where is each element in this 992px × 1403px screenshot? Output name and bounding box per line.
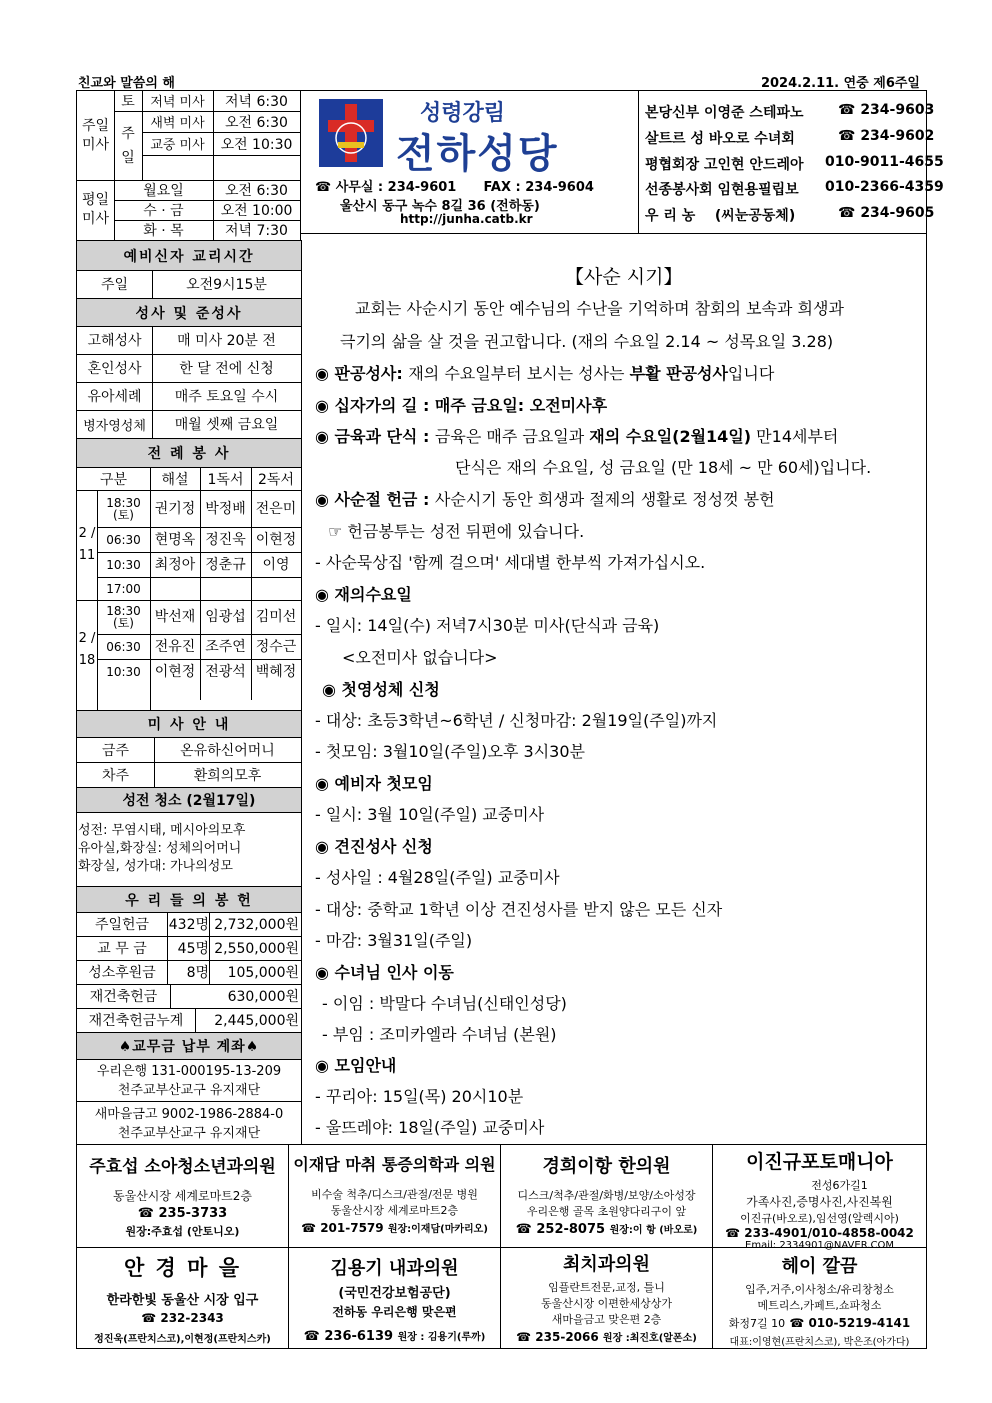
- staff-phone: 010-9011-4655: [825, 154, 944, 170]
- catechumen-date: - 일시: 3월 10일(주일) 교중미사: [315, 805, 545, 824]
- liturgy-minister: 최정아: [154, 556, 196, 573]
- ad-photo-studio: [713, 1147, 926, 1251]
- ad-line: 전성6가길1: [811, 1179, 868, 1192]
- ad-name: 이재담 마취 통증의학과 의원: [293, 1155, 496, 1174]
- ad-line: 비수술 척추/디스크/관절/전문 병원: [311, 1188, 478, 1201]
- liturgy-minister: 정진욱: [205, 531, 246, 548]
- address: 울산시 동구 녹수 8길 36 (전하동): [340, 199, 540, 214]
- ad-line: 메트리스,카페트,쇼파청소: [757, 1299, 882, 1312]
- staff-president: 평협회장 고인현 안드레아: [645, 157, 804, 173]
- ad-phone: ☎ 010-5219-4141: [789, 1316, 911, 1330]
- ultreya-meeting: - 울뜨레야: 18일(주일) 교중미사: [315, 1118, 545, 1137]
- staff-phone: ☎ 234-9603: [838, 102, 935, 118]
- ad-name: 이진규포토매니아: [746, 1151, 893, 1173]
- curia-meeting: - 꾸리아: 15일(목) 20시10분: [315, 1087, 524, 1106]
- ad-line: 원장 : 김용기(루까): [397, 1332, 486, 1343]
- weekday-time: 저녁 7:30: [225, 223, 288, 239]
- ad-line: 새마을금고 맞은편 2층: [551, 1313, 662, 1326]
- label: ◉ 판공성사:: [315, 364, 409, 383]
- ad-internal-medicine: [289, 1254, 500, 1344]
- liturgy-header: 구분: [99, 471, 128, 488]
- text: 재의 수요일부터 보시는 성사는: [408, 364, 630, 383]
- liturgy-minister: 임광섭: [205, 609, 246, 625]
- meditation-line: - 사순묵상집 '함께 걸으며' 세대별 한부씩 가져가십시오.: [315, 553, 706, 572]
- offering-count: 432명: [168, 917, 209, 933]
- ad-name: 안 경 마 을: [123, 1256, 242, 1280]
- text-bold: 재의 수요일(2월14일): [589, 427, 752, 446]
- weekday-name: 월요일: [143, 183, 184, 199]
- ad-pain-clinic: [289, 1152, 500, 1235]
- offering-amount: 630,000원: [227, 989, 299, 1005]
- ad-phone: ☎ 236-6139: [303, 1329, 394, 1344]
- liturgy-minister: 현명옥: [154, 531, 196, 548]
- confirmation-heading: ◉ 견진성사 신청: [315, 837, 433, 856]
- text: 금육은 매주 금요일과: [434, 427, 590, 446]
- sunday-label: 주 일: [121, 126, 135, 166]
- offering-type: 성소후원금: [88, 965, 156, 981]
- text-bold: 부활 판공성사: [629, 364, 728, 383]
- liturgy-time: 06:30: [106, 532, 141, 547]
- liturgy-minister: 정수근: [255, 638, 297, 655]
- liturgy-date-1: 2 / 11: [78, 526, 96, 563]
- intro-line: 극기의 삶을 살 것을 권고합니다. (재의 수요일 2.14 ~ 성목요일 3.28): [340, 332, 834, 351]
- ad-optician: [77, 1252, 288, 1345]
- offering-type: 재건축헌금: [89, 989, 158, 1005]
- sacrament-info: 매 미사 20분 전: [177, 333, 276, 349]
- ad-line: (국민건강보험공단): [338, 1286, 451, 1301]
- weekday-name: 수 · 금: [143, 203, 184, 219]
- ad-email: Email: 2334901@NAVER.COM: [745, 1240, 894, 1251]
- header-right: 2024.2.11. 연중 제6주일: [760, 76, 920, 91]
- liturgy-minister: 백혜정: [255, 663, 297, 680]
- guide-label: 차주: [101, 767, 130, 784]
- offering-type: 재건축헌금누계: [88, 1013, 184, 1029]
- ad-name: 최치과의원: [563, 1254, 650, 1275]
- offering-amount: 2,445,000원: [214, 1013, 299, 1029]
- sister-transfer-heading: ◉ 수녀님 인사 이동: [315, 963, 454, 982]
- ad-line: 이진규(바오로),임선영(알렉시아): [740, 1212, 899, 1225]
- ad-line: 가족사진,증명사진,사진복원: [746, 1195, 893, 1209]
- fasting-line: [315, 424, 838, 447]
- church-logo: [318, 98, 384, 168]
- text: 입니다: [727, 364, 775, 383]
- cleaning-title: 성전 청소 (2월17일): [77, 788, 301, 812]
- ad-cleaning: [713, 1252, 926, 1348]
- envelope-line: ☞ 헌금봉투는 성전 뒤편에 있습니다.: [328, 522, 585, 541]
- sacrament-info: 매주 토요일 수시: [174, 389, 279, 405]
- ad-line: 전하동 우리은행 맞은편: [332, 1305, 457, 1319]
- ad-name: 주효섭 소아청소년과의원: [89, 1157, 276, 1177]
- staff-pastor: 본당신부 이영준 스테파노: [645, 105, 804, 121]
- ad-line: 디스크/척추/관절/화병/보양/소아성장: [517, 1189, 696, 1202]
- text: 만14세부터: [751, 427, 839, 446]
- ad-name: 경희이항 한의원: [542, 1156, 671, 1177]
- liturgy-header: 2독서: [258, 471, 294, 488]
- account-title: ♠교무금 납부 계좌♠: [77, 1033, 301, 1059]
- ad-dental: [501, 1250, 712, 1344]
- ad-line: 임플란트전문,교정, 틀니: [548, 1281, 665, 1294]
- ad-name: 김용기 내과의원: [330, 1258, 459, 1279]
- ad-line: 한라한빛 동울산 시장 입구: [106, 1293, 259, 1308]
- bank-account: 우리은행 131-000195-13-209: [96, 1064, 282, 1079]
- ad-line: 동울산시장 세계로마트2층: [113, 1189, 252, 1203]
- catechism-day: 주일: [100, 277, 129, 293]
- liturgy-time: 10:30: [106, 664, 141, 679]
- liturgy-date-2: 2 / 18: [78, 631, 96, 668]
- weekday-time: 오전 6:30: [225, 183, 288, 199]
- catechism-title: 예비신자 교리시간: [77, 241, 301, 270]
- catechumen-heading: ◉ 예비자 첫모임: [315, 774, 433, 793]
- ad-line: 화정7길 10: [728, 1317, 786, 1330]
- weekday-name: 화 · 목: [143, 223, 184, 239]
- header-left: 친교와 말씀의 해: [78, 76, 175, 91]
- offering-count: 45명: [177, 941, 209, 957]
- communion-heading: ◉ 첫영성체 신청: [322, 680, 440, 699]
- offering-type: 주일헌금: [94, 917, 150, 933]
- ad-line: 동울산시장 세계로마트2층: [330, 1204, 459, 1217]
- liturgy-minister: 김미선: [255, 609, 297, 625]
- staff-phone: ☎ 234-9605: [838, 205, 935, 221]
- ad-line: 원장:이재담(마카리오): [387, 1224, 488, 1235]
- offering-amount: 2,732,000원: [214, 917, 299, 933]
- cleaning-line: 화장실, 성가대: 가나의성모: [78, 859, 233, 874]
- lent-offering-line: [315, 487, 775, 510]
- ad-pediatrics: [77, 1152, 288, 1239]
- liturgy-minister: 이현정: [154, 663, 196, 680]
- staff-funeral: 선종봉사회 임현용필립보: [645, 182, 799, 198]
- liturgy-minister: [200, 577, 251, 600]
- liturgy-minister: 정춘규: [205, 556, 246, 573]
- confirmation-target: - 대상: 중학교 1학년 이상 견진성사를 받지 않은 모든 신자: [315, 900, 723, 919]
- offering-amount: 2,550,000원: [214, 941, 299, 957]
- weekday-time: 오전 10:00: [220, 203, 293, 219]
- ad-phone: ☎ 235-2066: [516, 1330, 599, 1344]
- ad-oriental-clinic: [501, 1152, 712, 1237]
- guide-value: 온유하신어머니: [180, 742, 275, 759]
- stations-line: ◉ 십자가의 길 : 매주 금요일: 오전미사후: [315, 396, 608, 415]
- cleaning-line: 성전: 무염시태, 메시아의모후: [78, 823, 246, 838]
- fasting-line-2: 단식은 재의 수요일, 성 금요일 (만 18세 ~ 만 60세)입니다.: [455, 458, 872, 477]
- liturgy-minister: 이현정: [255, 531, 297, 548]
- mass-time: 오전 6:30: [225, 114, 288, 131]
- sacrament-name: 고해성사: [87, 333, 142, 349]
- cleaning-line: 유아실,화장실: 성체의어머니: [78, 841, 242, 856]
- staff-phone: ☎ 234-9602: [838, 128, 935, 144]
- confirmation-date: - 성사일 : 4월28일(주일) 교중미사: [315, 868, 560, 887]
- mass-name: 교중 미사: [150, 138, 205, 153]
- ad-phone: ☎ 233-4901/010-4858-0042: [725, 1226, 914, 1240]
- bank-owner: 천주교부산교구 유지재단: [117, 1126, 261, 1141]
- intro-line: 교회는 사순시기 동안 예수님의 수난을 기억하며 참회의 보속과 희생과: [355, 299, 844, 318]
- guide-value: 환희의모후: [193, 767, 262, 784]
- liturgy-minister: 박선재: [154, 609, 196, 625]
- communion-meeting: - 첫모임: 3월10일(주일)오후 3시30분: [315, 742, 586, 761]
- liturgy-header: 1독서: [207, 471, 244, 488]
- ad-line: 대표:이영현(프란치스코), 박은조(아가다): [729, 1337, 910, 1348]
- ash-wednesday-time: - 일시: 14일(수) 저녁7시30분 미사(단식과 금육): [315, 616, 660, 635]
- liturgy-minister: 전광석: [205, 663, 246, 680]
- offering-type: 교 무 금: [97, 941, 147, 957]
- liturgy-time: 10:30: [106, 557, 141, 572]
- liturgy-minister: 박정배: [205, 500, 246, 517]
- confirmation-deadline: - 마감: 3월31일(주일): [315, 931, 473, 950]
- bank-account: 새마을금고 9002-1986-2884-0: [94, 1107, 284, 1122]
- sacrament-name: 병자영성체: [83, 418, 146, 434]
- sacrament-info: 매월 셋째 금요일: [174, 417, 279, 433]
- mass-name: 저녁 미사: [150, 95, 205, 110]
- sacrament-info: 한 달 전에 신청: [179, 361, 274, 377]
- logo-church-name: 전하성당: [396, 130, 559, 177]
- ad-line: 입주,거주,이사청소/유리창청소: [745, 1283, 894, 1296]
- liturgy-time: 06:30: [106, 639, 141, 654]
- mass-guide-title: 미 사 안 내: [77, 711, 301, 737]
- offering-count: 8명: [186, 965, 209, 981]
- ad-name: 헤이 깔끔: [781, 1256, 858, 1277]
- liturgy-minister: 전유진: [154, 638, 196, 655]
- sacraments-title: 성사 및 준성사: [77, 299, 301, 326]
- guide-label: 금주: [101, 742, 130, 759]
- liturgy-minister: 조주연: [205, 638, 246, 655]
- sacrament-name: 유아세례: [87, 389, 142, 405]
- saturday-label: 토: [121, 93, 135, 110]
- weekday-mass-label: 평일 미사: [81, 192, 110, 227]
- ad-phone: ☎ 232-2343: [141, 1311, 224, 1325]
- catechism-time: 오전9시15분: [186, 277, 267, 293]
- label: ◉ 금육과 단식 :: [315, 427, 435, 446]
- offering-amount: 105,000원: [227, 965, 299, 981]
- sister-arriving: - 부임 : 조미카엘라 수녀님 (본원): [322, 1025, 557, 1044]
- offering-title: 우 리 들 의 봉 헌: [77, 887, 301, 912]
- liturgy-title: 전 례 봉 사: [77, 439, 301, 467]
- ad-line: 원장 :최진호(알폰소): [602, 1333, 697, 1344]
- liturgy-minister: 이영: [262, 556, 290, 573]
- ad-line: 정진욱(프란치스코),이현정(프란치스카): [94, 1334, 271, 1345]
- liturgy-minister: [150, 577, 200, 600]
- staff-farm: 우 리 농 (씨눈공동체): [645, 208, 796, 224]
- label: ◉ 사순절 헌금 :: [315, 490, 435, 509]
- ad-line: 원장:이 항 (바오로): [609, 1225, 698, 1236]
- confession-line: [315, 361, 774, 384]
- ad-line: 원장:주효섭 (안토니오): [125, 1225, 240, 1238]
- ad-phone: ☎ 252-8075: [515, 1222, 606, 1237]
- communion-target: - 대상: 초등3학년~6학년 / 신청마감: 2월19일(주일)까지: [315, 711, 718, 730]
- mass-name: 새벽 미사: [150, 116, 205, 131]
- liturgy-minister: 전은미: [255, 500, 297, 517]
- website-link[interactable]: http://junha.catb.kr: [400, 212, 533, 226]
- mass-time: 오전 10:30: [220, 136, 293, 153]
- ad-phone: ☎ 201-7579: [301, 1221, 384, 1235]
- sister-leaving: - 이임 : 박말다 수녀님(신태인성당): [322, 994, 567, 1013]
- liturgy-time: 17:00: [106, 581, 141, 596]
- logo-slogan: 성령강림: [420, 100, 506, 126]
- staff-sisters: 살트르 성 바오로 수녀회: [645, 131, 795, 147]
- ash-wednesday-heading: ◉ 재의수요일: [315, 585, 412, 604]
- liturgy-time: 18:30 (토): [106, 495, 141, 522]
- ad-line: 우리은행 골목 초원양다리구이 앞: [526, 1205, 687, 1218]
- sunday-mass-label: 주일 미사: [81, 118, 110, 153]
- office-phone: ☎ 사무실 : 234-9601 FAX : 234-9604: [315, 180, 594, 195]
- liturgy-minister: 권기정: [154, 500, 196, 517]
- staff-phone: 010-2366-4359: [825, 179, 944, 195]
- meeting-heading: ◉ 모임안내: [315, 1056, 397, 1075]
- no-morning-mass: <오전미사 없습니다>: [342, 648, 498, 667]
- ad-phone: ☎ 235-3733: [137, 1206, 228, 1221]
- sacrament-name: 혼인성사: [87, 361, 142, 377]
- cleaning-list: [78, 822, 245, 876]
- main-title: 【사순 시기】: [565, 266, 683, 288]
- liturgy-time: 18:30 (토): [106, 604, 141, 630]
- bank-owner: 천주교부산교구 유지재단: [117, 1083, 261, 1098]
- liturgy-header: 해설: [161, 471, 189, 488]
- ad-line: 동울산시장 이편한세상상가: [540, 1297, 672, 1310]
- liturgy-minister: [251, 577, 301, 600]
- mass-time: 저녁 6:30: [225, 93, 288, 110]
- text: 사순시기 동안 희생과 절제의 생활로 정성껏 봉헌: [434, 490, 775, 509]
